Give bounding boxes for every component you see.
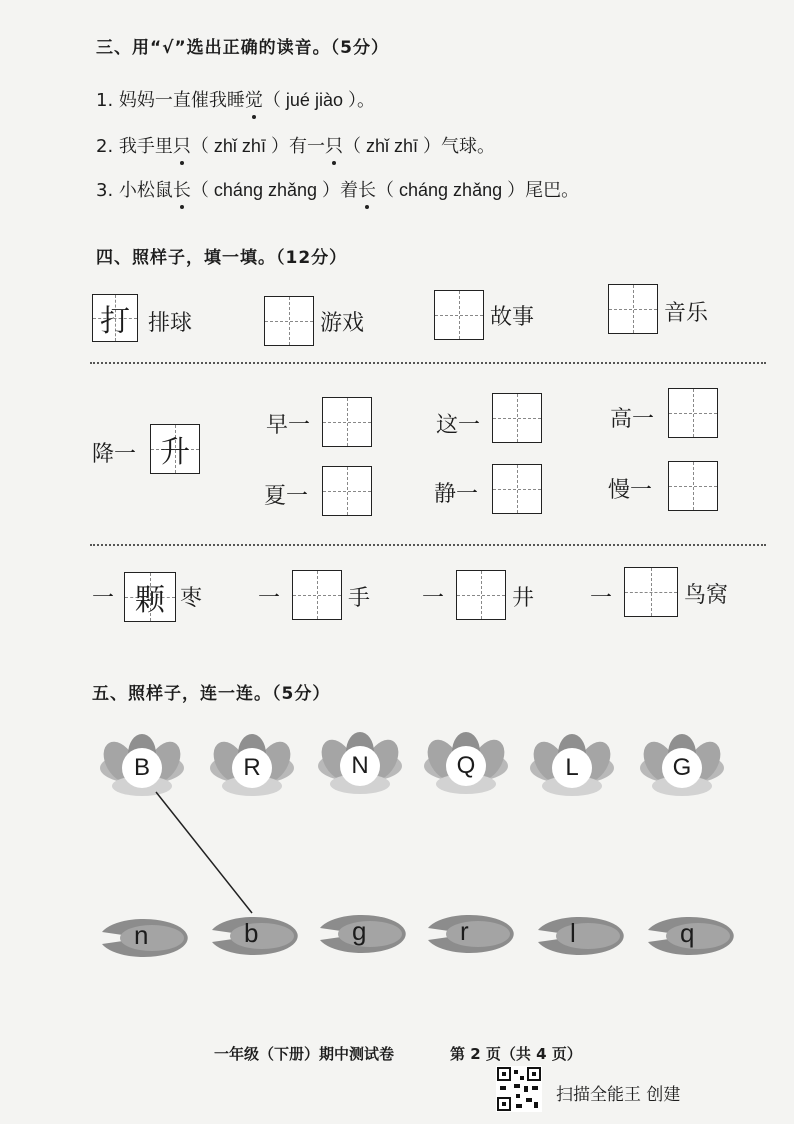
question-text: 尾巴。	[525, 180, 580, 201]
question-text: 气球。	[440, 136, 495, 157]
measure-prefix: 一	[258, 586, 281, 611]
tianzige-box[interactable]	[434, 290, 484, 340]
question-number: 2.	[96, 136, 114, 157]
lower-letter: l	[570, 918, 576, 948]
tianzige-box[interactable]	[492, 464, 542, 514]
question-text: 有一	[288, 136, 325, 157]
tianzige-box[interactable]	[292, 570, 342, 620]
answer-char	[625, 568, 677, 616]
example-char: 颗	[135, 583, 165, 618]
footer-page-number: 第 2 页（共 4 页）	[450, 1045, 582, 1063]
answer-char	[323, 467, 371, 515]
pinyin-choice[interactable]: （ cháng zhǎng ）	[376, 180, 526, 200]
tianzige-box[interactable]	[150, 424, 200, 474]
upper-letter: Q	[446, 746, 486, 786]
lily-pad-l[interactable]	[534, 916, 626, 956]
section5-title: 五、照样子，连一连。（5分）	[92, 684, 331, 704]
word-label: 井	[512, 586, 535, 611]
question-text: 我手里	[118, 136, 173, 157]
tianzige-box[interactable]	[92, 294, 138, 342]
tianzige-box[interactable]	[492, 393, 542, 443]
measure-prefix: 一	[590, 586, 613, 611]
pinyin-choice[interactable]: （ cháng zhǎng ）	[190, 180, 341, 200]
upper-letter: G	[662, 748, 702, 788]
question-text: 妈妈一直催我睡	[118, 90, 245, 111]
upper-letter: R	[232, 748, 272, 788]
tianzige-box[interactable]	[322, 466, 372, 516]
lower-letter: r	[460, 916, 469, 946]
word-label: 故事	[490, 305, 535, 330]
answer-char	[265, 297, 313, 345]
question-text: 。	[356, 90, 375, 111]
word-label: 音乐	[664, 301, 709, 326]
antonym-prefix: 夏一	[264, 484, 309, 509]
lower-letter: g	[352, 916, 367, 946]
lily-pad-icon	[424, 914, 516, 954]
answer-char	[435, 291, 483, 339]
antonym-prefix: 早一	[266, 413, 311, 438]
question-number: 3.	[96, 180, 114, 201]
word-label: 排球	[148, 311, 193, 336]
antonym-prefix: 这一	[436, 413, 481, 438]
answer-char	[293, 571, 341, 619]
pinyin-choice[interactable]: （ zhǐ zhī ）	[190, 136, 289, 156]
answer-char	[609, 285, 657, 333]
scanner-watermark: 扫描全能王 创建	[556, 1085, 681, 1105]
dotted-char: 长	[173, 176, 191, 202]
lily-pad-n[interactable]	[98, 918, 190, 958]
lily-pad-b[interactable]	[208, 916, 300, 956]
pinyin-choice[interactable]: （ zhǐ zhī ）	[342, 136, 441, 156]
tianzige-box[interactable]	[624, 567, 678, 617]
upper-letter: L	[552, 748, 592, 788]
lower-letter: q	[680, 918, 695, 948]
answer-char	[493, 394, 541, 442]
tianzige-box[interactable]	[264, 296, 314, 346]
answer-char	[493, 465, 541, 513]
word-label: 游戏	[320, 311, 365, 336]
pinyin-choice[interactable]: （ jué jiào ）	[262, 90, 357, 110]
tianzige-box[interactable]	[608, 284, 658, 334]
lily-pad-g[interactable]	[316, 914, 408, 954]
footer-title: 一年级（下册）期中测试卷	[214, 1045, 395, 1063]
question-number: 1.	[96, 90, 114, 111]
lily-pad-icon	[534, 916, 626, 956]
section3-title: 三、用“√”选出正确的读音。（5分）	[96, 38, 390, 58]
dotted-char: 只	[173, 132, 191, 158]
tianzige-box[interactable]	[322, 397, 372, 447]
antonym-prefix: 慢一	[608, 478, 653, 503]
word-label: 手	[348, 586, 371, 611]
upper-letter: N	[340, 746, 380, 786]
antonym-prefix: 降一	[92, 442, 137, 467]
answer-char	[669, 389, 717, 437]
lily-pad-q[interactable]	[644, 916, 736, 956]
tianzige-box[interactable]	[124, 572, 176, 622]
word-label: 枣	[180, 586, 203, 611]
section4-title: 四、照样子，填一填。（12分）	[96, 248, 348, 268]
antonym-prefix: 静一	[434, 482, 479, 507]
question-text: 小松鼠	[118, 180, 173, 201]
tianzige-box[interactable]	[668, 388, 718, 438]
dotted-char: 只	[325, 132, 343, 158]
answer-char	[669, 462, 717, 510]
tianzige-box[interactable]	[668, 461, 718, 511]
dotted-char: 觉	[245, 86, 263, 112]
word-label: 鸟窝	[684, 583, 729, 608]
lower-letter: n	[134, 920, 149, 950]
example-char: 打	[100, 304, 130, 339]
lily-pad-r[interactable]	[424, 914, 516, 954]
qr-code-icon	[496, 1066, 542, 1112]
lower-letter: b	[244, 918, 259, 948]
measure-prefix: 一	[422, 586, 445, 611]
measure-prefix: 一	[92, 586, 115, 611]
tianzige-box[interactable]	[456, 570, 506, 620]
answer-char	[457, 571, 505, 619]
question-text: 着	[340, 180, 359, 201]
example-char: 升	[160, 435, 190, 470]
answer-char	[323, 398, 371, 446]
upper-letter: B	[122, 748, 162, 788]
antonym-prefix: 高一	[610, 407, 655, 432]
dotted-char: 长	[358, 176, 376, 202]
